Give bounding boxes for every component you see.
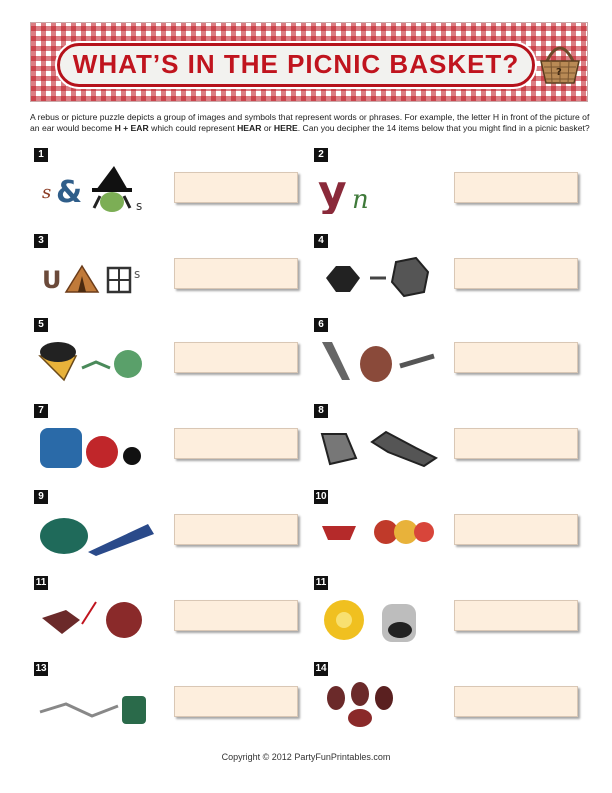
item-number: 6 (314, 318, 328, 332)
clue-10-picture (316, 504, 446, 556)
answer-box[interactable] (454, 428, 578, 459)
clue-3-picture (36, 248, 166, 300)
basket-question-mark: ? (556, 67, 562, 78)
item-number: 9 (34, 490, 48, 504)
answer-box[interactable] (454, 514, 578, 545)
title-plate (57, 43, 535, 87)
intro-text: A rebus or picture puzzle depicts a group of images and symbols that represent words or phrases. For example, the letter H in front of the picture of an ear would become H + EAR which could represent HEAR or HERE. Can you decipher the 14 items below that you might find in a picnic basket? (30, 112, 590, 133)
puzzle-item-10 (314, 490, 584, 550)
answer-box[interactable] (454, 172, 578, 203)
svg-text:y: y (318, 166, 347, 214)
clue-11-picture (36, 590, 166, 642)
item-number: 2 (314, 148, 328, 162)
clue-2-picture (316, 162, 446, 214)
answer-box[interactable] (174, 258, 298, 289)
clue-13-picture (36, 676, 166, 728)
svg-text:U: U (42, 266, 62, 294)
window-icon (108, 268, 130, 292)
answer-box[interactable] (454, 600, 578, 631)
puzzle-item-12 (314, 576, 584, 636)
clue-12-picture (316, 590, 446, 642)
puzzle-item-9 (34, 490, 304, 550)
answer-box[interactable] (454, 342, 578, 373)
item-number: 8 (314, 404, 328, 418)
puzzle-item-4 (314, 234, 584, 294)
svg-text:s: s (42, 182, 52, 203)
puzzle-item-1 (34, 148, 304, 213)
puzzle-item-7 (34, 404, 304, 464)
clue-1-picture (36, 162, 166, 214)
answer-box[interactable] (174, 428, 298, 459)
clue-4-picture (316, 248, 446, 300)
page-title: WHAT’S IN THE PICNIC BASKET? (72, 49, 520, 79)
item-number: 7 (34, 404, 48, 418)
clue-14-picture (316, 676, 446, 728)
puzzle-item-2 (314, 148, 584, 214)
item-number: 3 (34, 234, 48, 248)
puzzle-item-5 (34, 318, 304, 378)
svg-text:s: s (134, 267, 141, 281)
answer-box[interactable] (454, 258, 578, 289)
item-number: 11 (35, 577, 47, 588)
answer-box[interactable] (174, 342, 298, 373)
item-number: 5 (34, 318, 48, 332)
item-number: 10 (315, 491, 327, 502)
answer-box[interactable] (174, 514, 298, 545)
item-number: 11 (315, 577, 327, 588)
answer-box[interactable] (174, 686, 298, 717)
puzzle-item-13 (34, 662, 304, 722)
copyright-footer: Copyright © 2012 PartyFunPrintables.com (221, 752, 391, 762)
answer-box[interactable] (174, 600, 298, 631)
witch-icon (92, 166, 132, 212)
clue-9-picture (36, 504, 166, 556)
puzzle-item-3 (34, 234, 304, 294)
item-number: 13 (35, 663, 47, 674)
clue-8-picture (316, 418, 446, 470)
answer-box[interactable] (174, 172, 298, 203)
title-banner (30, 22, 588, 102)
clue-6-picture (316, 332, 446, 384)
item-number: 1 (34, 148, 48, 162)
picnic-basket-icon (537, 39, 583, 87)
clue-5-picture (36, 332, 166, 384)
svg-text:&: & (56, 175, 83, 210)
clue-7-picture (36, 418, 166, 470)
item-number: 4 (314, 234, 328, 248)
puzzle-item-6 (314, 318, 584, 378)
item-number: 14 (315, 663, 327, 674)
svg-text:n: n (352, 185, 369, 214)
puzzle-item-14 (314, 662, 584, 722)
puzzle-item-8 (314, 404, 584, 464)
tent-icon (66, 266, 98, 292)
puzzle-item-11 (34, 576, 304, 636)
svg-text:s: s (136, 199, 143, 213)
answer-box[interactable] (454, 686, 578, 717)
